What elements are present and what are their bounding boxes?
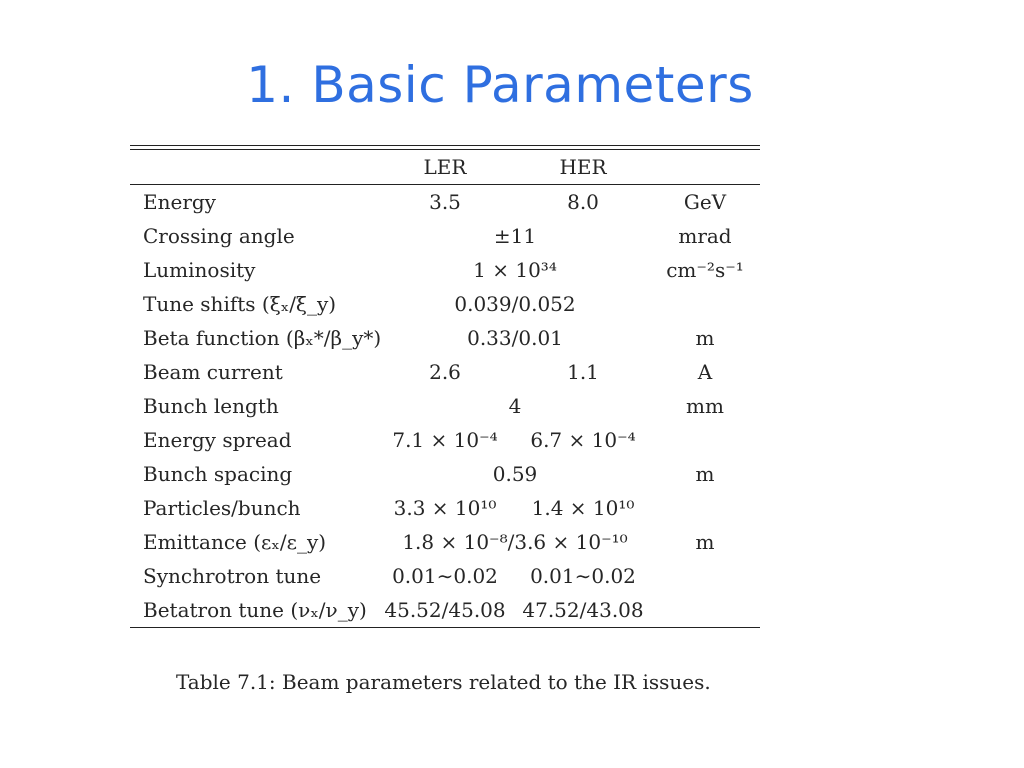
her-value: 8.0 — [567, 190, 599, 214]
shared-value: 4 — [508, 394, 522, 418]
param-name: Energy spread — [143, 428, 292, 452]
shared-value: 1 × 10³⁴ — [473, 258, 557, 282]
param-name: Betatron tune (νₓ/ν_y) — [143, 598, 367, 622]
shared-value: ±11 — [493, 224, 537, 248]
param-name: Tune shifts (ξₓ/ξ_y) — [143, 292, 337, 316]
ler-value: 0.01∼0.02 — [392, 564, 498, 588]
param-name: Crossing angle — [143, 224, 295, 248]
shared-value: 0.33/0.01 — [467, 326, 563, 350]
shared-value: 0.039/0.052 — [454, 292, 576, 316]
unit: m — [695, 326, 715, 350]
param-name: Emittance (εₓ/ε_y) — [143, 530, 327, 554]
ler-value: 3.5 — [429, 190, 461, 214]
unit: A — [697, 360, 713, 384]
unit: mm — [686, 394, 724, 418]
unit: m — [695, 462, 715, 486]
slide-title: 1. Basic Parameters — [246, 56, 754, 114]
param-name: Synchrotron tune — [143, 564, 322, 588]
param-name: Beam current — [143, 360, 283, 384]
table-row — [130, 491, 760, 525]
table-row — [130, 423, 760, 457]
ler-value: 3.3 × 10¹⁰ — [393, 496, 497, 520]
ler-value: 45.52/45.08 — [384, 598, 506, 622]
her-value: 47.52/43.08 — [522, 598, 644, 622]
her-value: 0.01∼0.02 — [530, 564, 636, 588]
table-row — [130, 219, 760, 253]
table-row — [130, 525, 760, 559]
her-value: 6.7 × 10⁻⁴ — [530, 428, 636, 452]
table-header-row — [130, 150, 760, 184]
param-name: Luminosity — [143, 258, 256, 282]
beam-parameters-table — [130, 145, 760, 628]
shared-value: 1.8 × 10⁻⁸/3.6 × 10⁻¹⁰ — [402, 530, 628, 554]
param-name: Energy — [143, 190, 216, 214]
table-row — [130, 593, 760, 627]
shared-value: 0.59 — [492, 462, 538, 486]
table-bottom-rule — [130, 627, 760, 628]
header-ler: LER — [423, 155, 467, 179]
header-her: HER — [559, 155, 607, 179]
table-row — [130, 389, 760, 423]
unit: GeV — [683, 190, 727, 214]
table-caption: Table 7.1: Beam parameters related to the IR issues. — [176, 670, 711, 694]
unit: mrad — [678, 224, 732, 248]
table-row — [130, 457, 760, 491]
table-row — [130, 287, 760, 321]
table-row — [130, 559, 760, 593]
table-row — [130, 253, 760, 287]
param-name: Bunch spacing — [143, 462, 293, 486]
unit: cm⁻²s⁻¹ — [666, 258, 744, 282]
table-row — [130, 185, 760, 219]
table-row — [130, 321, 760, 355]
her-value: 1.4 × 10¹⁰ — [531, 496, 635, 520]
param-name: Particles/bunch — [143, 496, 301, 520]
table-top-rule — [130, 145, 760, 146]
ler-value: 7.1 × 10⁻⁴ — [392, 428, 498, 452]
table-row — [130, 355, 760, 389]
param-name: Beta function (βₓ*/β_y*) — [143, 326, 382, 350]
param-name: Bunch length — [143, 394, 279, 418]
her-value: 1.1 — [567, 360, 599, 384]
unit: m — [695, 530, 715, 554]
ler-value: 2.6 — [429, 360, 461, 384]
